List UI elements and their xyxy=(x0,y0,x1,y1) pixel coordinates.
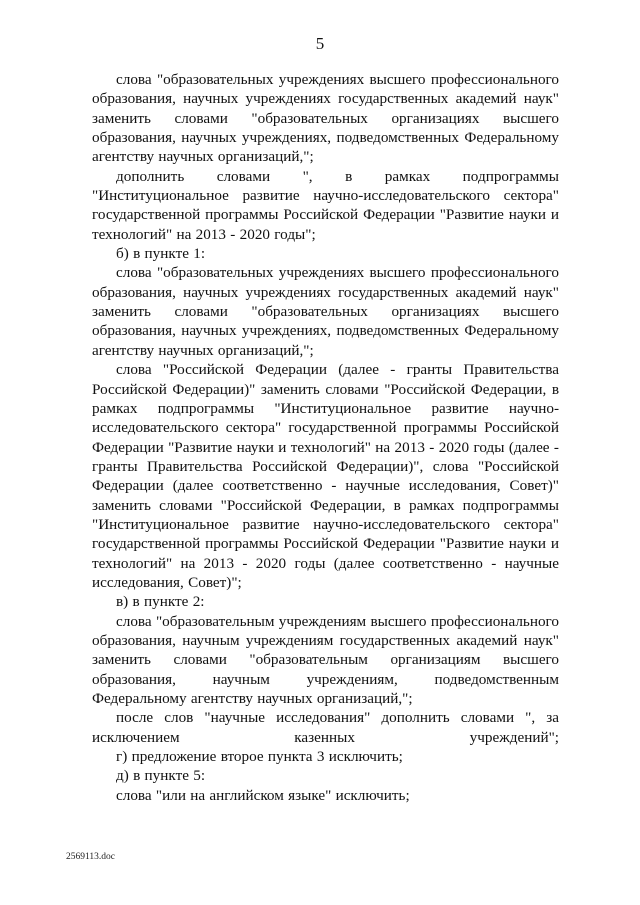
paragraph-replace-words-1: слова "образовательных учреждениях высшего профессионального образования, научных учреждениях государственных академий наук" заменить словами "образовательных организациях высшего образования, научных учреждениях, подведомственных Федеральному агентству научных организаций,"; xyxy=(92,71,559,166)
paragraph-replace-words-3: слова "образовательным учреждениям высшего профессионального образования, научным учреждениям государственных академий наук" заменить словами "образовательным организациям высшего образования, научным учреждениям, подведомственным Федеральному агентству научных организаций,"; xyxy=(92,612,559,707)
paragraph-replace-grants-wording: слова "Российской Федерации (далее - гранты Правительства Российской Федерации)" заменить словами "Российской Федерации, в рамках подпрограммы "Институциональное развитие научно-исследовательского сектора" государственной программы Российской Федерации "Развитие науки и технологий" на 2013 - 2020 годы (далее - гранты Правительства Российской Федерации)", слова "Российской Федерации (далее соответственно - научные исследования, Совет)" заменить словами "Российской Федерации, в рамках подпрограммы "Институциональное развитие научно-исследовательского сектора" государственной программы Российской Федерации "Развитие науки и технологий" на 2013 - 2020 годы (далее соответственно - научные исследования, Совет)"; xyxy=(92,361,559,591)
page-number: 5 xyxy=(315,34,325,53)
paragraph-append-words: дополнить словами ", в рамках подпрограммы "Институциональное развитие научно-исследовательского сектора" государственной программы Российской Федерации "Развитие науки и технологий" на 2013 - 2020 годы"; xyxy=(92,167,559,243)
footer-filename: 2569113.doc xyxy=(66,852,115,862)
paragraph-item-b-heading: б) в пункте 1: xyxy=(116,245,206,263)
paragraph-after-words-append: после слов "научные исследования" дополнить словами ", за исключением казенных учреждений"; xyxy=(92,709,559,746)
paragraph-item-v-heading: в) в пункте 2: xyxy=(116,593,205,611)
paragraph-item-g: г) предложение второе пункта 3 исключить; xyxy=(116,748,403,766)
document-body xyxy=(92,70,559,805)
paragraph-exclude-words: слова "или на английском языке" исключить; xyxy=(116,786,410,804)
paragraph-item-d-heading: д) в пункте 5: xyxy=(116,767,206,785)
paragraph-replace-words-2: слова "образовательных учреждениях высшего профессионального образования, научных учреждениях государственных академий наук" заменить словами "образовательных организациях высшего образования, научных учреждениях, подведомственных Федеральному агентству научных организаций,"; xyxy=(92,264,559,359)
